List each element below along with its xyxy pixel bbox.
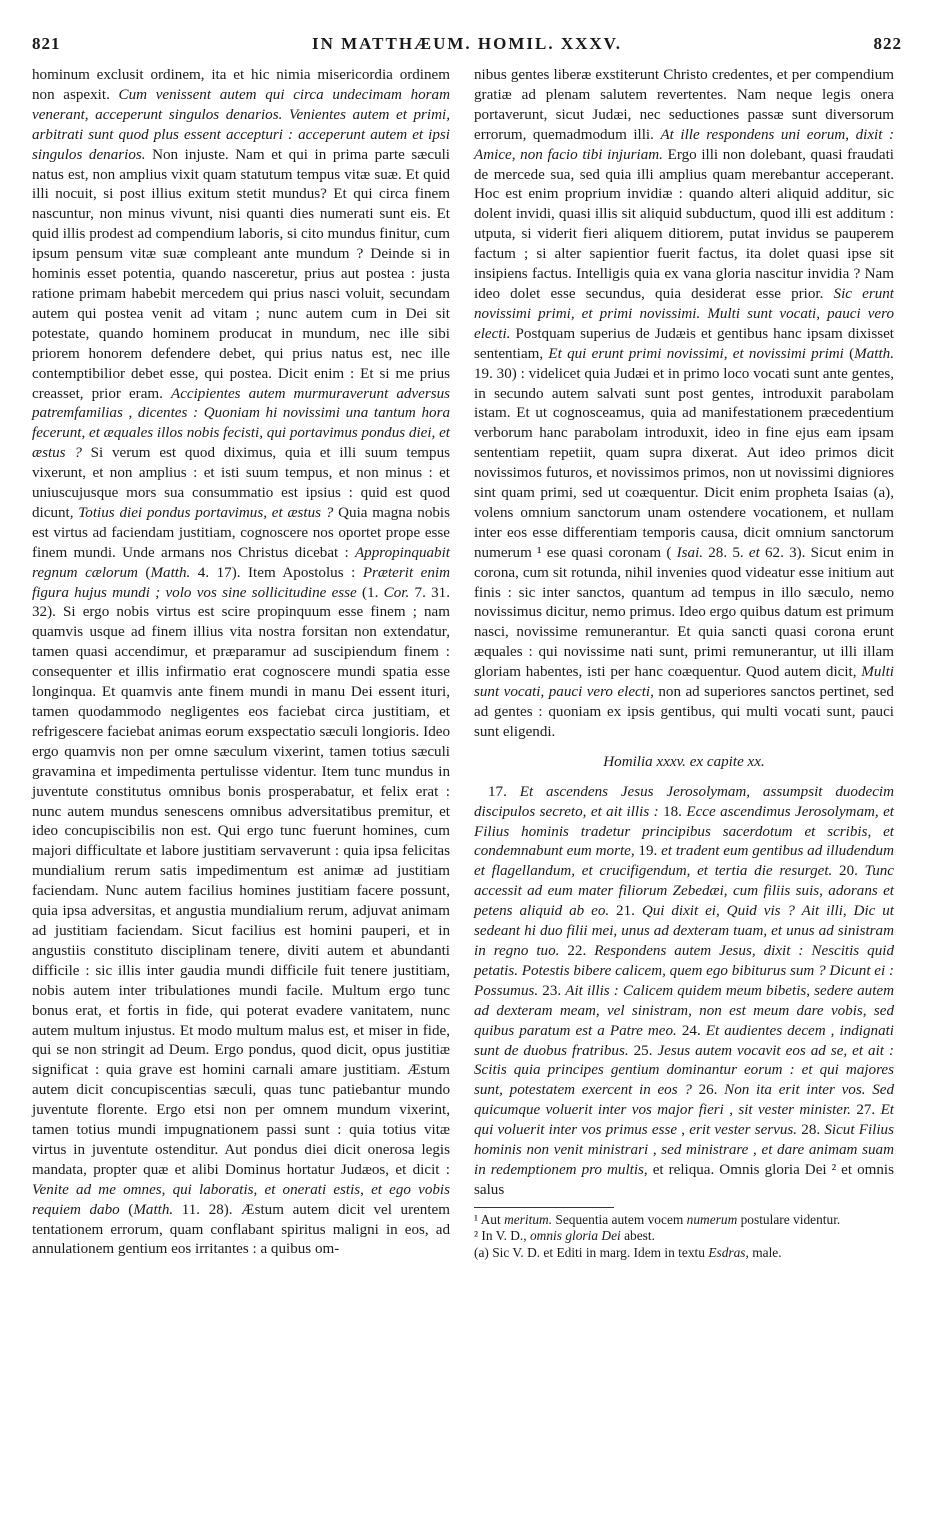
text-run: ² In V. D., [474,1228,530,1244]
footnotes [474,1212,894,1261]
italic-run: Et audientes decem , indignati sunt de duobus fratribus. [474,1022,895,1059]
text-run: 23. [538,982,566,999]
text-run: 20. [832,863,865,880]
text-run: 24. [676,1022,706,1039]
italic-run: Matth. [150,564,191,581]
text-run: 19. [634,843,662,860]
text-run: 11. 28). Æstum autem dicit vel urentem tentationem errorum, quam conflabant spiritus maligni in eos, ad annulationem gentium eos irritantes : a quibus om- [32,1201,450,1258]
page-number-left: 821 [32,34,61,53]
paragraph [474,783,894,1201]
italic-run: Isai. [676,544,704,561]
text-run: (a) Sic V. D. et Editi in marg. Idem in textu [474,1244,709,1260]
italic-run: Tunc accessit ad eum mater filiorum Zebedæi, cum filiis suis, adorans et petens aliquid ab eo. [474,863,894,920]
italic-run: Accipientes autem murmuraverunt adversus patremfamilias , dicentes : Quoniam hi novissimi una tantum hora fecerunt, et æquales illos nobis fecisti, qui portavimus pondus diei, et æstus ? [32,385,451,462]
italic-run: numerum [686,1211,738,1227]
italic-run: Præterit enim figura hujus mundi ; volo vos sine sollicitudine esse [32,564,450,601]
italic-run: Cor. [383,584,410,601]
text-run: 28. 5. [703,544,749,561]
italic-run: Matth. [854,345,894,362]
page-number-right: 822 [873,34,902,53]
text-run: 26. [691,1082,725,1099]
text-run: male. [748,1244,782,1260]
text-run: 25. [628,1042,658,1059]
footnote [474,1245,894,1261]
italic-run: Multi sunt vocati, pauci vero electi, [474,664,894,701]
italic-run: Matth. [133,1201,174,1218]
italic-run: meritum. [504,1211,553,1227]
text-run: 17. [488,783,520,800]
paragraph [474,66,894,743]
italic-run: Et ascendens Jesus Jerosolymam, assumpsit duodecim discipulos secreto, et ait illis : [474,783,895,820]
text-run: Si verum est quod diximus, quia et illi suum tempus vixerunt, et non amplius : et isti suum tempus, et non minus : et uniuscujusque mors sua consummatio est ipsius : quid est quod dicunt, [32,445,450,521]
italic-run: Totius diei pondus portavimus, et æstus ? [78,504,334,521]
footnote [474,1228,894,1244]
italic-run: omnis gloria Dei [529,1228,621,1244]
text-run: postulare videntur. [737,1211,841,1227]
italic-run: Et qui erunt primi novissimi, et novissimi primi [548,345,844,362]
text-run: Quia magna nobis est virtus ad faciendam justitiam, cognoscere nos oportet prope esse finem mundi. Unde armans nos Christus dicebat : [32,504,450,561]
text-run: ( [843,345,855,362]
text-run: Non injuste. Nam et qui in prima parte sæculi natus est, non amplius vixit quam statutum tempus vitæ suæ. Et quid illi nocuit, si post illius exitum stetit mundus? Et qui circa finem nascuntur, non minus vivunt, nisi quanti dies numerati sunt eis. Et quid illis prodest ad compendium laboris, si cito mundus finitur, cum ipsum pensum vitæ suæ compleant ante mundum ? Deinde si in hominis esset potentia, quando nasceretur, prius aut postea : justa ratione primam habebit mercedem qui prius nasci voluit, secundam autem qui postea venit ad vitam ; nunc autem cum in Dei sit potestate, quando hominem producat in mundum, nec ille sibi priorem honorem defendere debet, qui prius natus est, nec ille contemptibilior debet esse, qui postea. Dicit enim : Et si me prius creasset, prior eram. [32,146,450,402]
italic-run: Venite ad me omnes, qui laboratis, et onerati estis, et ego vobis requiem dabo [32,1181,450,1218]
text-run: Postquam superius de Judæis et gentibus hanc ipsam dixisset sententiam, [474,325,894,362]
page-header [32,34,902,56]
italic-run: Cum venissent autem qui circa undecimam horam venerant, acceperunt singulos denarios. Venientes autem et primi, arbitrati sunt quod plus essent accepturi : acceperunt autem et ipsi singulos denarios. [32,86,450,163]
right-column [474,66,894,1261]
text-run: Ergo illi non dolebant, quasi fraudati de mercede sua, sed quia illi amplius quam merebantur acceperant. Hoc est enim proprium invidiæ : quando alteri aliquid additur, sic dolent invidi, quasi illis sit aliquid subductum, quod illi est additum : utputa, si viderit fieri aliquem ditiorem, putat invidus se pauperem factum ; si alter sapientior fuerit factus, ita dolet quasi ipse sit insipiens factus. Intelligis quia ex vana gloria nascitur invidia ? Nam ideo dolet esse secundus, quia desiderat esse prior. [474,146,895,302]
italic-run: Appropinquabit regnum cælorum [32,544,450,581]
italic-run: Jesus autem vocavit eos ad se, et ait : Scitis quia principes gentium dominantur eorum : et qui majores sunt, potestatem exercent in eos ? [474,1042,895,1099]
italic-run: Respondens autem Jesus, dixit : Nescitis quid petatis. Potestis bibere calicem, quem ego bibiturus sum ? Dicunt ei : Possumus. [474,942,894,999]
text-run: 28. [797,1122,825,1139]
text-run: (1. [356,584,384,601]
italic-run: Homilia xxxv. ex capite xx. [603,753,765,770]
text-run: 22. [559,942,595,959]
italic-run: et [748,544,760,561]
text-run: 21. [609,903,642,920]
text-run: 18. [658,803,687,820]
text-run: 4. 17). Item Apostolus : [190,564,363,581]
italic-run: Qui dixit ei, Quid vis ? Ait illi, Dic ut sedeant hi duo filii mei, unus ad dexteram tuam, et unus ad sinistram in regno tuo. [474,903,894,959]
paragraph [32,66,450,1260]
text-run: Sequentia autem vocem [552,1211,687,1227]
text-run: ( [119,1201,134,1218]
text-run: 7. 31. 32). Si ergo nobis virtus est scire propinquum esse finem ; nam quamvis usque ad finem illius vita nostra forsitan non extendatur, tamen quasi accendimur, et præparamur ad suscipiendum finem : consequenter et illis infirmatio erat cognoscere mundi spatia esse longinqua. Et quamvis ante finem mundi in manu Dei essent ituri, tamen quodammodo negligentes eos faciebat circa justitiam, et refrigescere faciebat animas eorum exspectatio sæculi longioris. Ideo ergo quamvis non per omne sæculum vixerint, tamen totius sæculi gravamina et impedimenta pertulisse videntur. Item tunc mundus in juventute constitutus omnibus bonis prosperabatur, et felix erat : nunc autem mundus senescens omnibus adversitatibus premitur, et ideo concupiscibilis non est. Qui ergo tunc fuerunt homines, cum majori difficultate et labore justitiam servaverunt : quia ipsa felicitas mundialium rerum satis impedimentum est animæ ad justitiam faciendam. Nunc autem facilius homines justitiam facere possunt, quia ipsa adversitas, et angustia mundialium rerum, adjuvat animam ad justitiam faciendam. Sicut facilius est homini pauperi, et in angustiis constituto disciplinam tenere, diviti autem et abundanti difficile : sic illis inter gaudia mundi difficile fuit tenere justitiam, nobis autem inter tribulationes mundi facile. Multum ergo tunc bonus erat, et fortis in fide, qui poterat evadere vanitatem, nunc autem multum injustus. Et modo multum malus est, et miser in fide, qui se non stringit ad Deum. Ergo pondus, quod dicit, opus justitiæ significat : quia grave est homini carnali amare justitiam. Æstum autem dicit concupiscentias sæculi, quas tunc patiebantur mundo juventute florente. Ergo etsi non per omnem mundum vixerint, tamen totius mundi impugnationem passi sunt : quia totius vitæ virtus in juventute ostenditur. Aut pondus diei dicit onerosa legis mandata, propter quæ et alibi Dominus hortatur Judæos, et dicit : [32,584,451,1178]
text-run: 62. 3). Sicut enim in corona, cum sit rotunda, nihil invenies quod videatur esse initium aut finis : sic inter sanctos, quantum ad tempus in illo sæculo, nemo novissimus dicitur, nemo primus. Ideo ergo quibus datum est primum nasci, novissime remunerantur. Et quia sancti quasi corona erunt æquales : qui novissime nati sunt, primi remunerantur, ut illi illam gloriam habentes, isti per hanc coæquentur. Quod autem dicit, [474,544,895,681]
left-column [32,66,450,1260]
text-run: ¹ Aut [474,1211,505,1227]
italic-run: Non ita erit inter vos. Sed quicumque voluerit inter vos major fieri , sit vester minister. [474,1082,894,1119]
italic-run: Sic erunt novissimi primi, et primi novissimi. Multi sunt vocati, pauci vero electi. [474,285,894,342]
footnote [474,1212,894,1228]
text-run: ( [137,564,151,581]
text-run: 27. [850,1102,881,1119]
text-run: abest. [620,1228,655,1244]
italic-run: et tradent eum gentibus ad illudendum et flagellandum, et crucifigendum, et tertia die resurget. [474,843,894,880]
running-title: IN MATTHÆUM. HOMIL. XXXV. [311,34,623,53]
italic-run: Esdras, [708,1244,749,1260]
text-run: non ad superiores sanctos pertinet, sed ad gentes : quoniam ex ipsis gentibus, qui multi vocati sunt, pauci sunt eligendi. [474,684,894,740]
footnote-divider [474,1207,614,1208]
text-run: et reliqua. Omnis gloria Dei ² et omnis salus [474,1161,894,1198]
homily-title [474,753,894,773]
text-run: hominum exclusit ordinem, ita et hic nimia misericordia ordinem non aspexit. [32,67,450,103]
italic-run: Sicut Filius hominis non venit ministrari , sed ministrare , et dare animam suam in redemptionem pro multis, [474,1122,894,1178]
text-run: nibus gentes liberæ exstiterunt Christo credentes, et per compendium gratiæ ad plenam salutem revertentes. Nam neque legis onera portaverunt, sicut Judæi, nec seductiones passæ sunt diversorum errorum, quemadmodum illi. [474,67,894,143]
italic-run: Et qui voluerit inter vos primus esse , erit vester servus. [474,1102,894,1139]
italic-run: At ille respondens uni eorum, dixit : Amice, non facio tibi injuriam. [474,126,894,163]
text-run: 19. 30) : videlicet quia Judæi et in primo loco vocati sunt ante gentes, in secundo autem salvati sunt post gentes, introduxit parabolam istam. Et ut cognosceamus, quia ad manifestationem præcedentium verborum hanc parabolam introduxit, ideo in fine ejus eam ipsam sententiam repetiit, quam supra dixerat. Aut ideo primos dicit novissimos futuros, et novissimos primos, non ut novissimi digniores sint quam primi, sed ut coæquentur. Dicit enim propheta Isaias (a), volens omnium sanctorum unam ostendere vocationem, et nullam inter eos esse differentiam temporis causa, dicit omnium sanctorum numerum ¹ ese quasi coronam ( [474,365,894,561]
italic-run: Ecce ascendimus Jerosolymam, et Filius hominis tradetur principibus sacerdotum et scribis, et condemnabunt eum morte, [474,803,895,860]
italic-run: Ait illis : Calicem quidem meum bibetis, sedere autem ad dexteram meam, vel sinistram, non est meum dare vobis, sed quibus paratum est a Patre meo. [474,982,894,1039]
